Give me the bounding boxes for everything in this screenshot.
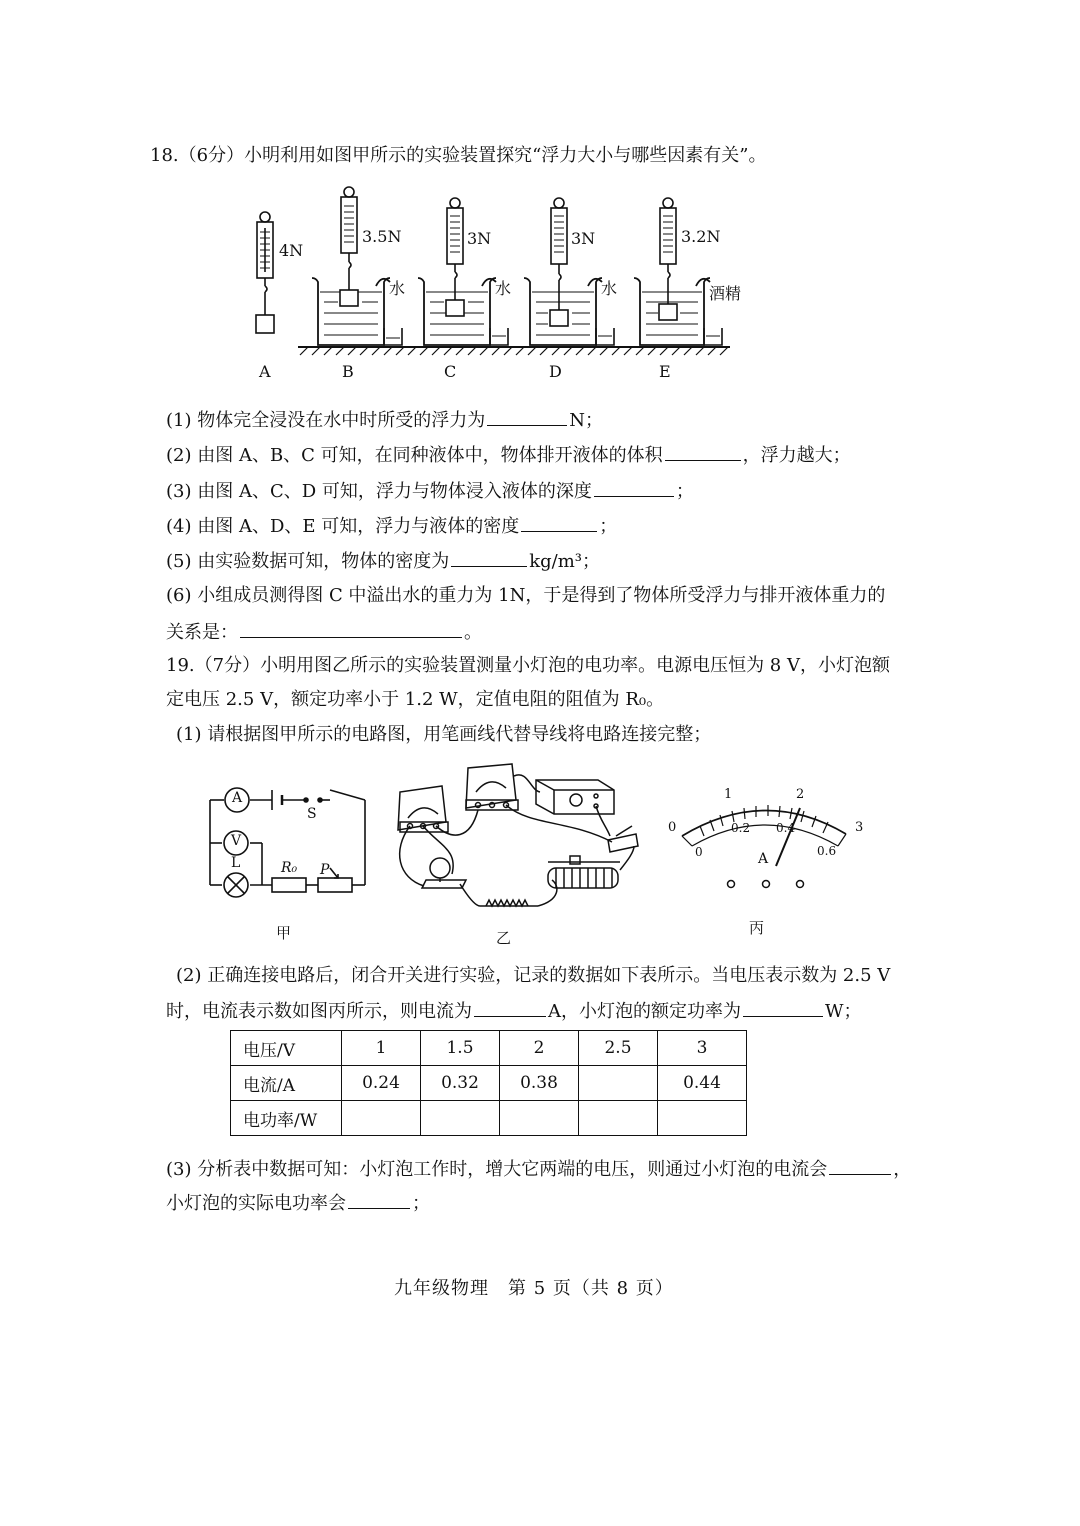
data-table [230, 1030, 747, 1136]
dial-top-1: 1 [724, 787, 733, 802]
table-cell: 0.32 [421, 1066, 500, 1101]
reading-a: 4N [279, 241, 304, 260]
table-cell[interactable] [421, 1101, 500, 1136]
reading-e: 3.2N [681, 227, 721, 246]
label-a: A [259, 362, 271, 381]
circuit-setup-yi [398, 764, 638, 906]
table-cell: 电压/V [231, 1031, 342, 1066]
table-cell[interactable] [342, 1101, 421, 1136]
table-cell: 3 [658, 1031, 747, 1066]
label-d: D [549, 362, 562, 381]
dial-unit: A [758, 851, 769, 867]
table-cell[interactable] [500, 1101, 579, 1136]
q18-item-3: (3) 由图 A、C、D 可知，浮力与物体浸入液体的深度 ； [166, 478, 694, 504]
q19-line2: 定电压 2.5 V，额定功率小于 1.2 W，定值电阻的阻值为 R₀。 [166, 689, 665, 710]
dial-left-0: 0 [668, 820, 677, 835]
answer-blank[interactable] [829, 1156, 891, 1175]
answer-blank[interactable] [474, 998, 546, 1017]
answer-blank[interactable] [348, 1190, 410, 1209]
jia-slider-label: P [320, 862, 330, 878]
answer-blank[interactable] [743, 998, 823, 1017]
q18-item-5: (5) 由实验数据可知，物体的密度为 kg/m³； [166, 548, 600, 574]
liquid-e: 酒精 [709, 284, 742, 303]
dial-right-3: 3 [855, 820, 864, 835]
dial-inner-06: 0.6 [817, 844, 837, 858]
jia-switch-label: S [307, 806, 317, 822]
label-b: B [342, 362, 354, 381]
jia-lamp-label: L [231, 855, 241, 871]
q19-item-1: (1) 请根据图甲所示的电路图，用笔画线代替导线将电路连接完整； [176, 724, 712, 745]
caption-jia: 甲 [276, 924, 292, 942]
jia-resistor-label: R₀ [281, 860, 298, 876]
q19-line1: 19.（7分）小明用图乙所示的实验装置测量小灯泡的电功率。电源电压恒为 8 V，小灯泡额 [166, 655, 890, 676]
dial-inner-0: 0 [695, 845, 703, 859]
q18-item-6-line1: (6) 小组成员测得图 C 中溢出水的重力为 1N，于是得到了物体所受浮力与排开液体重力的 [166, 585, 886, 606]
table-cell: 2.5 [579, 1031, 658, 1066]
caption-yi: 乙 [496, 929, 512, 947]
table-cell: 电流/A [231, 1066, 342, 1101]
q18-item-2: (2) 由图 A、B、C 可知，在同种液体中，物体排开液体的体积 ，浮力越大； [166, 442, 851, 468]
page-footer: 九年级物理 第 5 页（共 8 页） [394, 1278, 674, 1299]
liquid-c: 水 [495, 279, 512, 298]
table-cell: 1.5 [421, 1031, 500, 1066]
q18-item-6-line2: 关系是： 。 [166, 619, 482, 645]
table-cell[interactable] [579, 1101, 658, 1136]
reading-d: 3N [571, 229, 596, 248]
table-cell: 0.38 [500, 1066, 579, 1101]
dial-inner-02: 0.2 [731, 821, 751, 835]
label-c: C [444, 362, 457, 381]
table-row [231, 1066, 747, 1101]
q19-item-3-line2: 小灯泡的实际电功率会 ； [166, 1190, 430, 1216]
table-cell: 0.44 [658, 1066, 747, 1101]
table-cell: 电功率/W [231, 1101, 342, 1136]
liquid-b: 水 [389, 279, 406, 298]
q18-item-1: (1) 物体完全浸没在水中时所受的浮力为 N； [166, 407, 603, 433]
q18-item-4: (4) 由图 A、D、E 可知，浮力与液体的密度 ； [166, 513, 617, 539]
table-cell: 0.24 [342, 1066, 421, 1101]
dial-top-2: 2 [796, 787, 805, 802]
table-cell: 2 [500, 1031, 579, 1066]
label-e: E [659, 362, 671, 381]
reading-b: 3.5N [362, 227, 402, 246]
dial-inner-04: 0.4 [776, 821, 796, 835]
q19-item-3-line1: (3) 分析表中数据可知：小灯泡工作时，增大它两端的电压，则通过小灯泡的电流会 ， [166, 1156, 911, 1182]
table-cell[interactable] [579, 1066, 658, 1101]
table-cell: 1 [342, 1031, 421, 1066]
q19-item-2-line1: (2) 正确连接电路后，闭合开关进行实验，记录的数据如下表所示。当电压表示数为 2.5 V [176, 965, 891, 986]
table-cell[interactable] [658, 1101, 747, 1136]
jia-ammeter-symbol: A [232, 790, 243, 806]
q18-title: 18.（6分）小明利用如图甲所示的实验装置探究“浮力大小与哪些因素有关”。 [150, 145, 767, 166]
caption-bing: 丙 [749, 919, 765, 937]
q19-item-2-line2: 时，电流表示数如图丙所示，则电流为 A，小灯泡的额定功率为 W； [166, 998, 862, 1024]
table-row [231, 1101, 747, 1136]
table-row [231, 1031, 747, 1066]
jia-voltmeter-symbol: V [231, 833, 242, 849]
reading-c: 3N [467, 229, 492, 248]
liquid-d: 水 [601, 279, 618, 298]
